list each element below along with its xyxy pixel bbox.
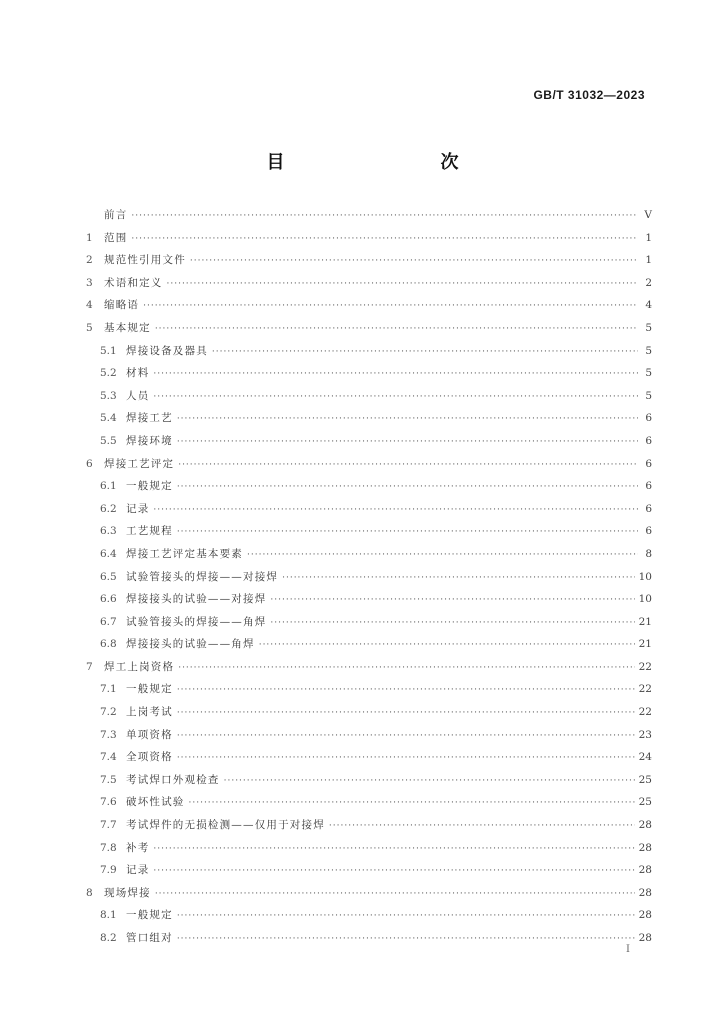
toc-entry-label: 管口组对 [126, 932, 173, 944]
dot-leader [153, 505, 638, 515]
dot-leader [177, 911, 635, 921]
toc-entry-page: 8 [645, 547, 652, 560]
toc-entry-label: 考试焊口外观检查 [126, 773, 220, 786]
toc-entry-label: 一般规定 [126, 683, 173, 696]
toc-entry-page: 6 [645, 434, 652, 447]
toc-entry-number: 6.1 [100, 480, 117, 493]
toc-entry[interactable] [86, 614, 652, 637]
toc-entry[interactable] [86, 794, 652, 817]
toc-entry-number: 8.1 [100, 909, 117, 922]
toc-entry-number: 5.2 [100, 367, 117, 380]
toc-entry-number: 7.6 [100, 796, 117, 809]
toc-entry-page: 24 [638, 751, 652, 764]
toc-entry-page: 22 [638, 660, 652, 673]
toc-entry-label: 基本规定 [104, 321, 151, 334]
dot-leader [177, 437, 638, 447]
toc-entry-page: 5 [645, 389, 652, 402]
dot-leader [177, 414, 638, 424]
dot-leader [177, 527, 638, 537]
toc-entry-label: 补考 [126, 841, 150, 854]
toc-entry[interactable] [86, 636, 652, 659]
toc-entry[interactable] [86, 320, 652, 343]
dot-leader [270, 595, 634, 605]
dot-leader [153, 866, 634, 876]
toc-entry-number: 6.8 [100, 638, 117, 651]
dot-leader [247, 550, 638, 560]
toc-entry-page: 6 [645, 525, 652, 538]
toc-entry-number: 2 [86, 254, 93, 267]
toc-entry-label: 规范性引用文件 [104, 254, 186, 267]
toc-entry-number: 4 [86, 299, 93, 312]
dot-leader [131, 234, 638, 244]
toc-entry-page: 28 [638, 886, 652, 899]
dot-leader [190, 256, 638, 266]
toc-entry-number: 7.9 [100, 864, 117, 877]
toc-entry-label: 记录 [126, 502, 150, 515]
toc-entry-number: 6.6 [100, 593, 117, 606]
toc-entry-page: 5 [645, 367, 652, 380]
dot-leader [177, 731, 635, 741]
toc-entry[interactable] [86, 659, 652, 682]
toc-entry-page: 4 [645, 299, 652, 312]
toc-entry-label: 材料 [126, 367, 150, 380]
toc-entry[interactable] [86, 207, 652, 230]
toc-entry[interactable] [86, 230, 652, 253]
toc-entry-label: 前言 [104, 209, 128, 221]
toc-entry-number: 8 [86, 886, 93, 899]
toc-entry-number: 5.4 [100, 412, 117, 425]
toc-entry-page: 28 [638, 819, 652, 832]
toc-entry[interactable] [86, 569, 652, 592]
toc-entry-number: 7.4 [100, 751, 117, 764]
toc-entry-label: 试验管接头的焊接——对接焊 [126, 570, 279, 583]
toc-entry-number: 6.5 [100, 570, 117, 583]
page-number: I [626, 944, 630, 955]
dot-leader [224, 776, 635, 786]
toc-entry-label: 一般规定 [126, 480, 173, 493]
toc-entry-label: 焊接工艺 [126, 412, 173, 425]
toc-entry[interactable] [86, 885, 652, 908]
dot-leader [177, 934, 635, 944]
toc-entry-page: V [644, 209, 652, 221]
dot-leader [153, 369, 638, 379]
toc-entry-number: 5.5 [100, 434, 117, 447]
toc-entry-number: 5.3 [100, 389, 117, 402]
dot-leader [270, 618, 634, 628]
dot-leader [178, 460, 638, 470]
toc-entry-label: 现场焊接 [104, 886, 151, 899]
toc-entry[interactable] [86, 704, 652, 727]
toc-entry-page: 28 [638, 841, 652, 854]
toc-entry-number: 6.7 [100, 615, 117, 628]
toc-entry-label: 焊接接头的试验——对接焊 [126, 593, 267, 606]
dot-leader [282, 573, 635, 583]
toc-entry-number: 3 [86, 276, 93, 289]
toc-entry[interactable] [86, 591, 652, 614]
toc-entry-page: 6 [645, 457, 652, 470]
toc-entry-page: 2 [645, 276, 652, 289]
toc-entry[interactable] [86, 343, 652, 366]
toc-entry-label: 破坏性试验 [126, 796, 185, 809]
toc-entry[interactable] [86, 388, 652, 411]
toc-entry-label: 上岗考试 [126, 706, 173, 719]
toc-entry[interactable] [86, 297, 652, 320]
toc-entry-number: 7.1 [100, 683, 117, 696]
toc-entry-label: 全项资格 [126, 751, 173, 764]
toc-entry-page: 5 [645, 321, 652, 334]
toc-entry-page: 21 [638, 638, 652, 651]
toc-entry[interactable] [86, 681, 652, 704]
toc-entry-label: 单项资格 [126, 728, 173, 741]
toc-entry[interactable] [86, 501, 652, 524]
toc-entry-number: 6.4 [100, 547, 117, 560]
dot-leader [329, 821, 635, 831]
toc-entry-label: 记录 [126, 864, 150, 877]
dot-leader [153, 844, 634, 854]
toc-entry-number: 6 [86, 457, 93, 470]
toc-entry-page: 6 [645, 480, 652, 493]
toc-entry-label: 工艺规程 [126, 525, 173, 538]
toc-entry-label: 考试焊件的无损检测——仅用于对接焊 [126, 819, 325, 832]
toc-entry[interactable] [86, 410, 652, 433]
toc-entry-number: 7.5 [100, 773, 117, 786]
toc-entry-page: 22 [638, 683, 652, 696]
toc-entry-page: 10 [638, 570, 652, 583]
dot-leader [259, 640, 635, 650]
toc-entry-label: 试验管接头的焊接——角焊 [126, 615, 267, 628]
toc-entry-label: 焊接设备及器具 [126, 344, 208, 357]
toc-entry-label: 焊工上岗资格 [104, 660, 175, 673]
dot-leader [177, 753, 635, 763]
toc-entry-number: 5.1 [100, 344, 117, 357]
toc-entry-label: 焊接环境 [126, 434, 173, 447]
dot-leader [155, 889, 635, 899]
toc-entry[interactable] [86, 456, 652, 479]
toc-entry[interactable] [86, 907, 652, 930]
toc-entry-page: 1 [645, 254, 652, 267]
toc-entry-number: 7.2 [100, 706, 117, 719]
toc-entry-page: 23 [638, 728, 652, 741]
toc-entry-page: 6 [645, 412, 652, 425]
standard-code: GB/T 31032—2023 [533, 88, 645, 102]
toc-entry-page: 28 [638, 864, 652, 877]
dot-leader [177, 482, 638, 492]
toc-entry-page: 25 [638, 796, 652, 809]
toc-entry[interactable] [86, 840, 652, 863]
toc-entry-page: 21 [638, 615, 652, 628]
toc-entry[interactable] [86, 433, 652, 456]
toc-entry-number: 6.3 [100, 525, 117, 538]
toc-entry[interactable] [86, 546, 652, 569]
toc-entry[interactable] [86, 772, 652, 795]
toc-entry-page: 10 [638, 593, 652, 606]
toc-entry-number: 7.3 [100, 728, 117, 741]
toc-entry[interactable] [86, 817, 652, 840]
dot-leader [189, 798, 635, 808]
toc-entry-number: 7 [86, 660, 93, 673]
toc-entry-page: 28 [638, 909, 652, 922]
toc-entry-label: 缩略语 [104, 299, 140, 312]
toc-entry[interactable] [86, 478, 652, 501]
toc-entry[interactable] [86, 727, 652, 750]
dot-leader [177, 708, 635, 718]
toc-entry-label: 焊接工艺评定 [104, 457, 175, 470]
dot-leader [153, 392, 638, 402]
toc-entry[interactable] [86, 252, 652, 275]
toc-entry[interactable] [86, 930, 652, 953]
toc-entry-page: 28 [638, 932, 652, 944]
toc-entry-number: 5 [86, 321, 93, 334]
dot-leader [167, 279, 639, 289]
dot-leader [177, 685, 635, 695]
dot-leader [131, 211, 638, 221]
toc-entry[interactable] [86, 275, 652, 298]
table-of-contents [86, 207, 652, 953]
dot-leader [178, 663, 634, 673]
toc-entry[interactable] [86, 523, 652, 546]
dot-leader [143, 301, 638, 311]
page-title: 目 次 [266, 152, 499, 173]
toc-entry-page: 22 [638, 706, 652, 719]
toc-entry-page: 5 [645, 344, 652, 357]
toc-entry[interactable] [86, 749, 652, 772]
toc-entry-label: 术语和定义 [104, 276, 163, 289]
toc-entry-label: 范围 [104, 231, 128, 244]
toc-entry-page: 6 [645, 502, 652, 515]
toc-entry-number: 7.8 [100, 841, 117, 854]
dot-leader [212, 347, 638, 357]
toc-entry-page: 1 [645, 231, 652, 244]
toc-entry-label: 人员 [126, 389, 150, 402]
dot-leader [155, 324, 638, 334]
toc-entry-label: 焊接工艺评定基本要素 [126, 547, 243, 560]
toc-entry[interactable] [86, 862, 652, 885]
toc-entry[interactable] [86, 365, 652, 388]
toc-entry-number: 1 [86, 231, 93, 244]
toc-entry-number: 8.2 [100, 932, 117, 944]
toc-entry-label: 一般规定 [126, 909, 173, 922]
toc-entry-number: 7.7 [100, 819, 117, 832]
toc-entry-number: 6.2 [100, 502, 117, 515]
toc-entry-label: 焊接接头的试验——角焊 [126, 638, 255, 651]
toc-entry-page: 25 [638, 773, 652, 786]
